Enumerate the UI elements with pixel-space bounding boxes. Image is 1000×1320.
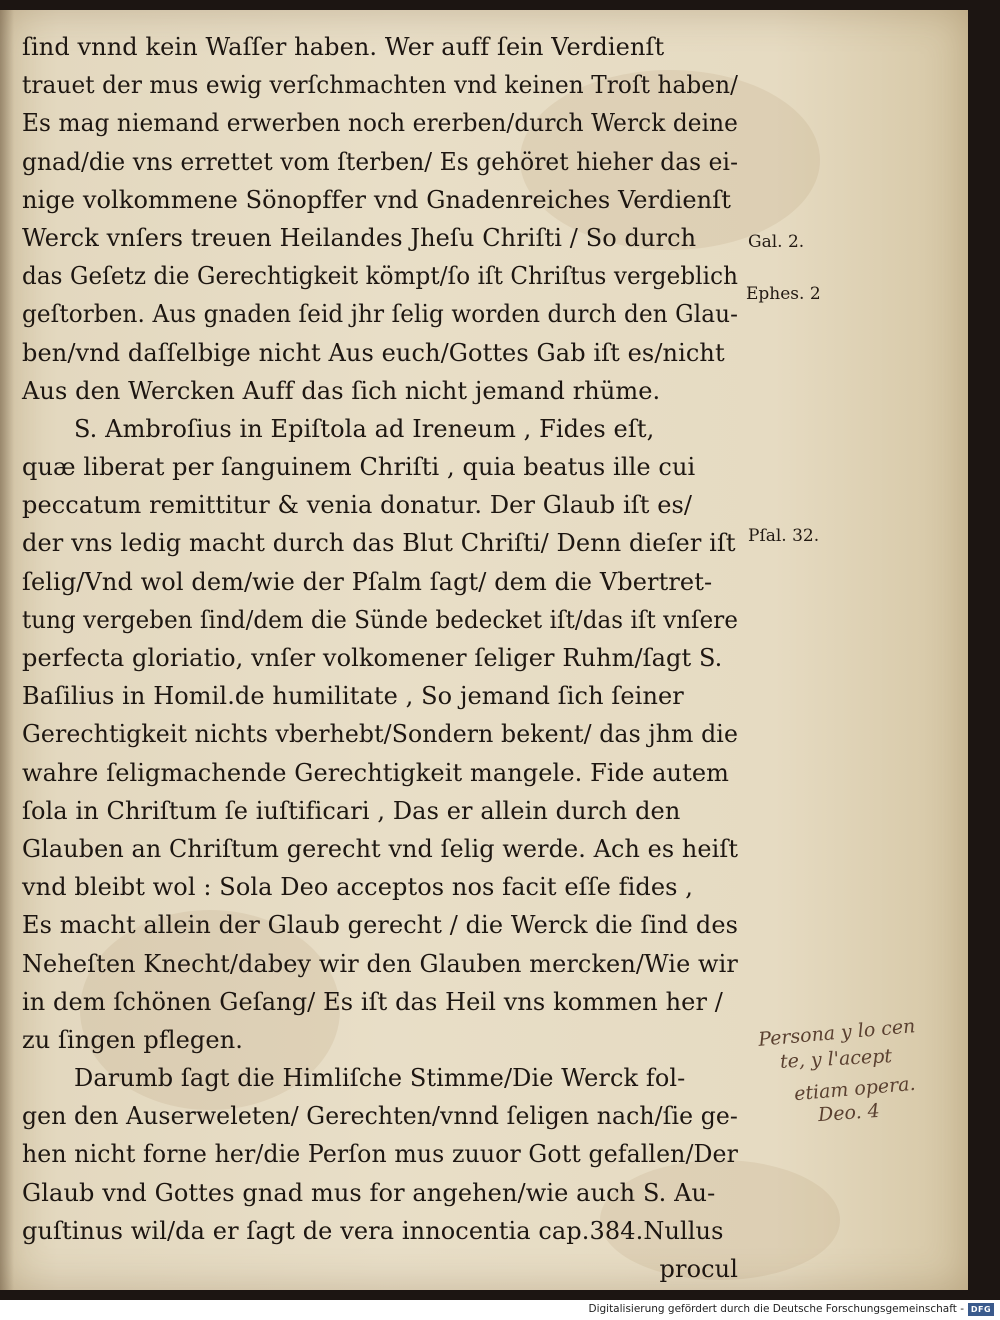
text-line-content: vnd bleibt wol : Sola Deo acceptos nos facit eſſe fides , (22, 873, 694, 902)
text-line (22, 868, 742, 906)
text-line-content: Baſilius in Homil.de humilitate , So jemand ſich ſeiner (22, 682, 684, 711)
text-line-content: guſtinus wil/da er ſagt de vera innocentia cap.384.Nullus (22, 1216, 724, 1245)
text-line-content: ſind vnnd kein Waſſer haben. Wer auff ſein Verdienſt (22, 33, 665, 61)
text-line-content: Neheſten Knecht/dabey wir den Glauben mercken/Wie wir (22, 949, 738, 978)
text-line-content: tung vergeben ſind/dem die Sünde bedecket iſt/das iſt vnſere (22, 605, 738, 634)
text-line (22, 601, 742, 639)
text-line-content: hen nicht forne her/die Perſon mus zuuor Gott gefallen/Der (22, 1140, 738, 1169)
text-line-content: zu ſingen pflegen. (22, 1025, 243, 1054)
text-line-content: gnad/die vns errettet vom ſterben/ Es gehöret hieher das ei- (22, 147, 739, 176)
marginal-note-ephes: Ephes. 2 (746, 284, 821, 304)
text-line (22, 66, 742, 104)
text-line (22, 1250, 742, 1288)
text-line-content: S. Ambroſius in Epiſtola ad Ireneum , Fides eſt, (74, 414, 655, 443)
handwritten-line: te, y l'acept (779, 1045, 893, 1073)
text-line (22, 28, 742, 66)
text-line (22, 257, 742, 295)
gutter-shadow (0, 10, 14, 1290)
handwritten-marginal-note (754, 1015, 964, 1132)
text-line (22, 486, 742, 524)
text-line (22, 1212, 742, 1250)
text-line (22, 715, 742, 753)
text-line-content: in dem ſchönen Geſang/ Es iſt das Heil vns kommen her / (22, 987, 723, 1016)
text-line-content: Es mag niemand erwerben noch ererben/durch Werck deine (22, 109, 738, 138)
text-line-content: quæ liberat per ſanguinem Chriſti , quia beatus ille cui (22, 453, 696, 482)
text-line (22, 181, 742, 219)
text-line (22, 448, 742, 486)
text-line-content: peccatum remittitur & venia donatur. Der Glaub iſt es/ (22, 491, 693, 520)
text-line (22, 1135, 742, 1173)
text-line-content: ſelig/Vnd wol dem/wie der Pſalm ſagt/ dem die Vbertret- (22, 567, 713, 596)
text-line (22, 334, 742, 372)
text-line-content: gen den Auserweleten/ Gerechten/vnnd ſeligen nach/ſie ge- (22, 1102, 738, 1131)
handwritten-line: etiam opera. (793, 1072, 917, 1106)
funding-credit: Digitalisierung gefördert durch die Deutsche Forschungsgemeinschaft - (588, 1303, 964, 1315)
text-line (22, 1174, 742, 1212)
text-line-content: perfecta gloriatio, vnſer volkomener ſeliger Ruhm/ſagt S. (22, 644, 723, 672)
text-line-content: Gerechtigkeit nichts vberhebt/Sondern bekent/ das jhm die (22, 720, 738, 749)
text-line-content: geſtorben. Aus gnaden ſeid jhr ſelig worden durch den Glau- (22, 300, 739, 329)
text-line-content: wahre ſeligmachende Gerechtigkeit mangele. Fide autem (22, 758, 729, 787)
text-line (22, 1021, 742, 1059)
text-line-content: das Geſetz die Gerechtigkeit kömpt/ſo iſt Chriſtus vergeblich (22, 262, 739, 291)
footer-bar (0, 1300, 1000, 1320)
text-line-content: ben/vnd daſſelbige nicht Aus euch/Gottes Gab iſt es/nicht (22, 338, 725, 367)
text-line-content: Werck vnſers treuen Heilandes Jheſu Chriſti / So durch (22, 223, 697, 252)
text-line (22, 104, 742, 142)
text-line-content: nige volkommene Sönopffer vnd Gnadenreiches Verdienſt (22, 185, 731, 214)
text-line-content: trauet der mus ewig verſchmachten vnd keinen Troſt haben/ (22, 71, 739, 100)
text-line-content: der vns ledig macht durch das Blut Chriſti/ Denn dieſer iſt (22, 529, 736, 558)
text-line (22, 563, 742, 601)
text-line-content: procul (659, 1255, 738, 1283)
handwritten-line: Persona y lo cen (757, 1015, 917, 1051)
text-line (22, 639, 742, 677)
text-line (22, 792, 742, 830)
text-line (22, 945, 742, 983)
text-line (22, 219, 742, 257)
text-line-content: Darumb ſagt die Himliſche Stimme/Die Werck fol- (74, 1064, 686, 1093)
main-text-block (22, 28, 742, 1288)
text-line (22, 410, 742, 448)
text-line (22, 830, 742, 868)
text-line (22, 1097, 742, 1135)
text-line (22, 754, 742, 792)
text-line (22, 295, 742, 333)
text-line (22, 143, 742, 181)
text-line-content: Es macht allein der Glaub gerecht / die Werck die ſind des (22, 911, 739, 940)
handwritten-line: Deo. 4 (817, 1099, 881, 1127)
text-line-content: Aus den Wercken Auff das ſich nicht jemand rhüme. (22, 376, 661, 405)
text-line-content: ſola in Chriſtum ſe iuſtificari , Das er allein durch den (22, 796, 681, 825)
text-line (22, 524, 742, 562)
dfg-logo: DFG (968, 1303, 994, 1316)
text-line (22, 677, 742, 715)
text-line (22, 906, 742, 944)
text-line (22, 1059, 742, 1097)
text-line (22, 372, 742, 410)
text-line-content: Glauben an Chriſtum gerecht vnd ſelig werde. Ach es heiſt (22, 834, 739, 863)
marginal-note-gal: Gal. 2. (748, 232, 805, 252)
text-line-content: Glaub vnd Gottes gnad mus for angehen/wie auch S. Au- (22, 1178, 716, 1207)
text-line (22, 983, 742, 1021)
marginal-note-psal: Pſal. 32. (748, 526, 820, 546)
